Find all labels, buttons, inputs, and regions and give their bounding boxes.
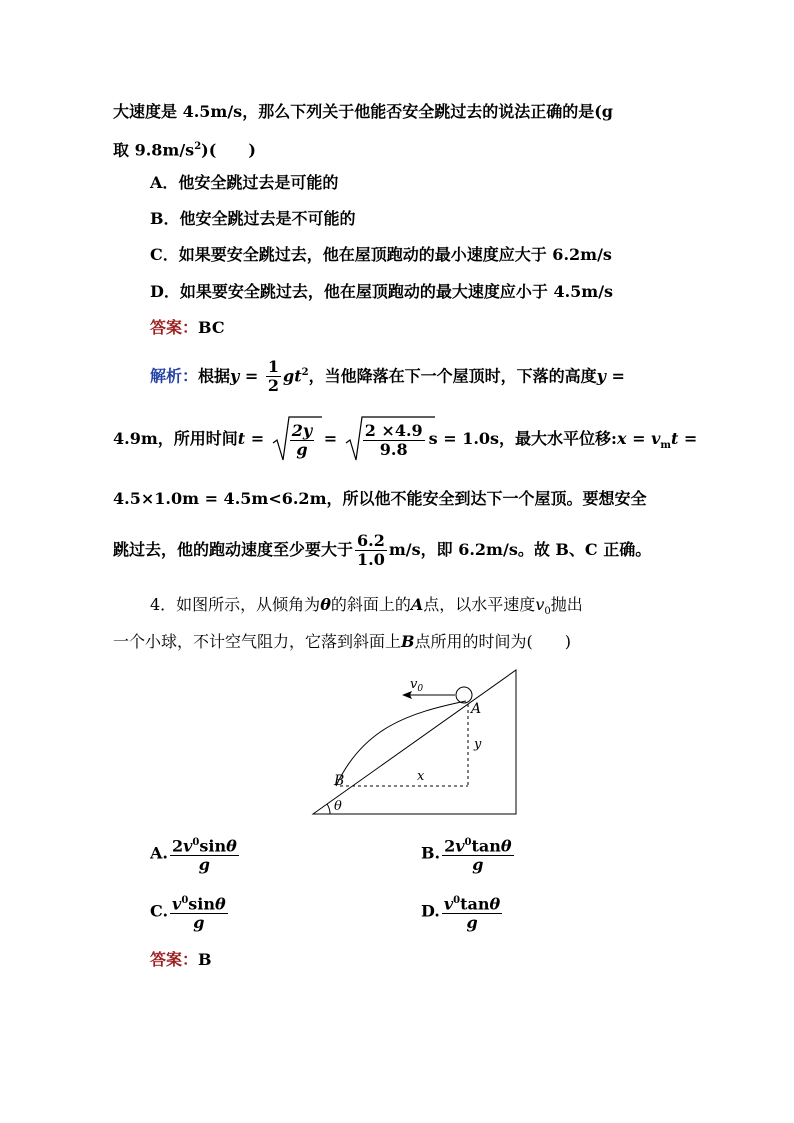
analysis-text-2: ，当他降落在下一个屋顶时，下落的高度 (308, 366, 597, 386)
var-theta: θ (226, 836, 237, 856)
analysis-text: 跳过去，他的跑动速度至少要大于 (113, 540, 354, 559)
frac-den: 9.8 (379, 439, 408, 459)
fn: sin (199, 836, 227, 856)
analysis-line-2 (113, 416, 697, 469)
analysis-text: 4.9m，所用时间 (113, 429, 238, 448)
intro-line-2-sup: 2 (194, 141, 202, 152)
point-A-label: A (471, 701, 482, 717)
sup-0: 0 (192, 837, 200, 848)
var-t: t (237, 429, 246, 448)
coef: 2 (171, 836, 184, 856)
analysis-line-3: 4.5×1.0m = 4.5m<6.2m，所以他不能安全到达下一个屋顶。要想安全 (113, 489, 647, 508)
equals: = (318, 429, 343, 448)
option-fraction (170, 892, 228, 932)
q4-option-c (150, 892, 230, 932)
var-x: x (616, 429, 627, 448)
frac-num: 2 ×4.9 (364, 420, 423, 440)
frac-num (442, 834, 513, 856)
equals: = (245, 429, 270, 448)
frac-num: 6.2 (357, 531, 385, 550)
q4-line-1 (150, 595, 583, 622)
sup-2: 2 (301, 367, 309, 378)
q3-option-d: D．如果要安全跳过去，他在屋顶跑动的最大速度应小于 4.5m/s (150, 282, 614, 301)
frac-den: g (193, 913, 205, 933)
answer-label: 答案： (150, 318, 199, 337)
var-t: t (670, 429, 679, 448)
var-v: v (172, 894, 182, 914)
fraction-half (266, 358, 281, 395)
q4-text: 的斜面上的 (330, 595, 411, 614)
q4-text: 一个小球，不计空气阻力，它落到斜面上 (113, 632, 402, 651)
var-theta: θ (489, 894, 501, 914)
frac-num: 2y (291, 420, 313, 440)
sup-0: 0 (181, 895, 189, 906)
intro-line-1 (113, 102, 613, 122)
var-B: B (401, 632, 415, 651)
q4-text: 4．如图所示，从倾角为 (150, 595, 321, 614)
trajectory-curve (336, 701, 466, 786)
equals: = (626, 429, 652, 448)
sqrt-sign-icon (272, 413, 322, 463)
fn: sin (188, 894, 216, 914)
sqrt-sign-icon (345, 413, 435, 463)
q4-option-a (150, 834, 241, 874)
fn: tan (460, 894, 490, 914)
sup-0: 0 (453, 895, 461, 906)
frac-num (170, 834, 239, 856)
intro-line-2 (113, 137, 256, 160)
coef: 2 (444, 836, 456, 856)
var-theta: θ (500, 836, 512, 856)
frac-den: 1.0 (357, 550, 385, 569)
frac-den: g (198, 855, 210, 875)
answer-value: BC (198, 318, 225, 337)
theta-label: θ (334, 799, 342, 814)
analysis-text-2: s = 1.0s，最大水平位移: (428, 429, 617, 448)
q3-answer (150, 318, 225, 338)
q4-text: 点，以水平速度 (423, 595, 536, 614)
option-fraction (442, 892, 502, 932)
sub-0: 0 (544, 606, 551, 618)
q3-option-b: B．他安全跳过去是不可能的 (150, 209, 356, 228)
sqrt-2x4.9-9.8 (345, 417, 427, 463)
angle-arc (327, 804, 330, 814)
intro-line-2-text: 取 9.8m/s (113, 140, 195, 160)
frac-num (170, 892, 228, 914)
q3-option-a: A．他安全跳过去是可能的 (150, 173, 339, 192)
frac-den: g (466, 913, 478, 933)
option-letter: D. (421, 901, 440, 921)
option-fraction (442, 834, 513, 874)
sup-0: 0 (464, 837, 472, 848)
frac-num: 1 (267, 357, 280, 377)
equals: = (605, 366, 625, 386)
q4-answer (150, 950, 212, 970)
equals: = (678, 429, 698, 448)
incline-projectile-diagram (308, 668, 523, 818)
var-t: t (294, 366, 302, 386)
var-v: v (183, 836, 193, 856)
fn: tan (471, 836, 501, 856)
q4-text: 抛出 (550, 595, 583, 614)
analysis-line-4 (113, 530, 651, 570)
equals: = (239, 366, 264, 386)
q4-line-2 (113, 632, 571, 652)
option-letter: B. (421, 843, 441, 863)
var-y: y (596, 366, 606, 386)
intro-line-2-paren: )( ) (201, 140, 256, 160)
analysis-label: 解析： (150, 366, 199, 386)
var-v: v (651, 429, 661, 448)
frac-den: g (296, 439, 308, 459)
option-fraction (170, 834, 239, 874)
var-v: v (535, 595, 545, 614)
answer-value: B (198, 950, 212, 969)
option-letter: A. (150, 843, 168, 863)
analysis-text-2: m/s，即 6.2m/s。故 B、C 正确。 (388, 540, 652, 559)
sqrt-2y-g (272, 417, 316, 463)
option-letter: C. (150, 901, 169, 921)
analysis-text: 根据 (198, 366, 231, 386)
var-theta: θ (320, 595, 331, 614)
q4-option-d (421, 892, 504, 932)
y-label: y (474, 737, 482, 752)
q4-text: 点所用的时间为( ) (414, 632, 572, 651)
point-B-label: B (334, 773, 345, 789)
var-g: g (283, 366, 295, 386)
sub-m: m (660, 440, 671, 452)
x-label: x (417, 769, 425, 784)
var-A: A (410, 595, 424, 614)
var-v: v (443, 894, 454, 914)
answer-label: 答案： (150, 950, 199, 969)
var-v: v (455, 836, 465, 856)
analysis-line-1 (150, 354, 625, 395)
q4-option-b (421, 834, 516, 874)
frac-num (442, 892, 502, 914)
frac-den: 2 (267, 376, 280, 396)
var-theta: θ (215, 894, 226, 914)
v0-label: $v_0$ (410, 677, 424, 694)
intro-line-1-text: 大速度是 4.5m/s，那么下列关于他能否安全跳过去的说法正确的是(g (113, 102, 613, 121)
frac-den: g (472, 855, 484, 875)
var-y: y (230, 366, 240, 386)
ball-icon (456, 687, 472, 703)
fraction-6.2-1.0 (355, 532, 387, 569)
q3-option-c: C．如果要安全跳过去，他在屋顶跑动的最小速度应大于 6.2m/s (150, 245, 612, 264)
